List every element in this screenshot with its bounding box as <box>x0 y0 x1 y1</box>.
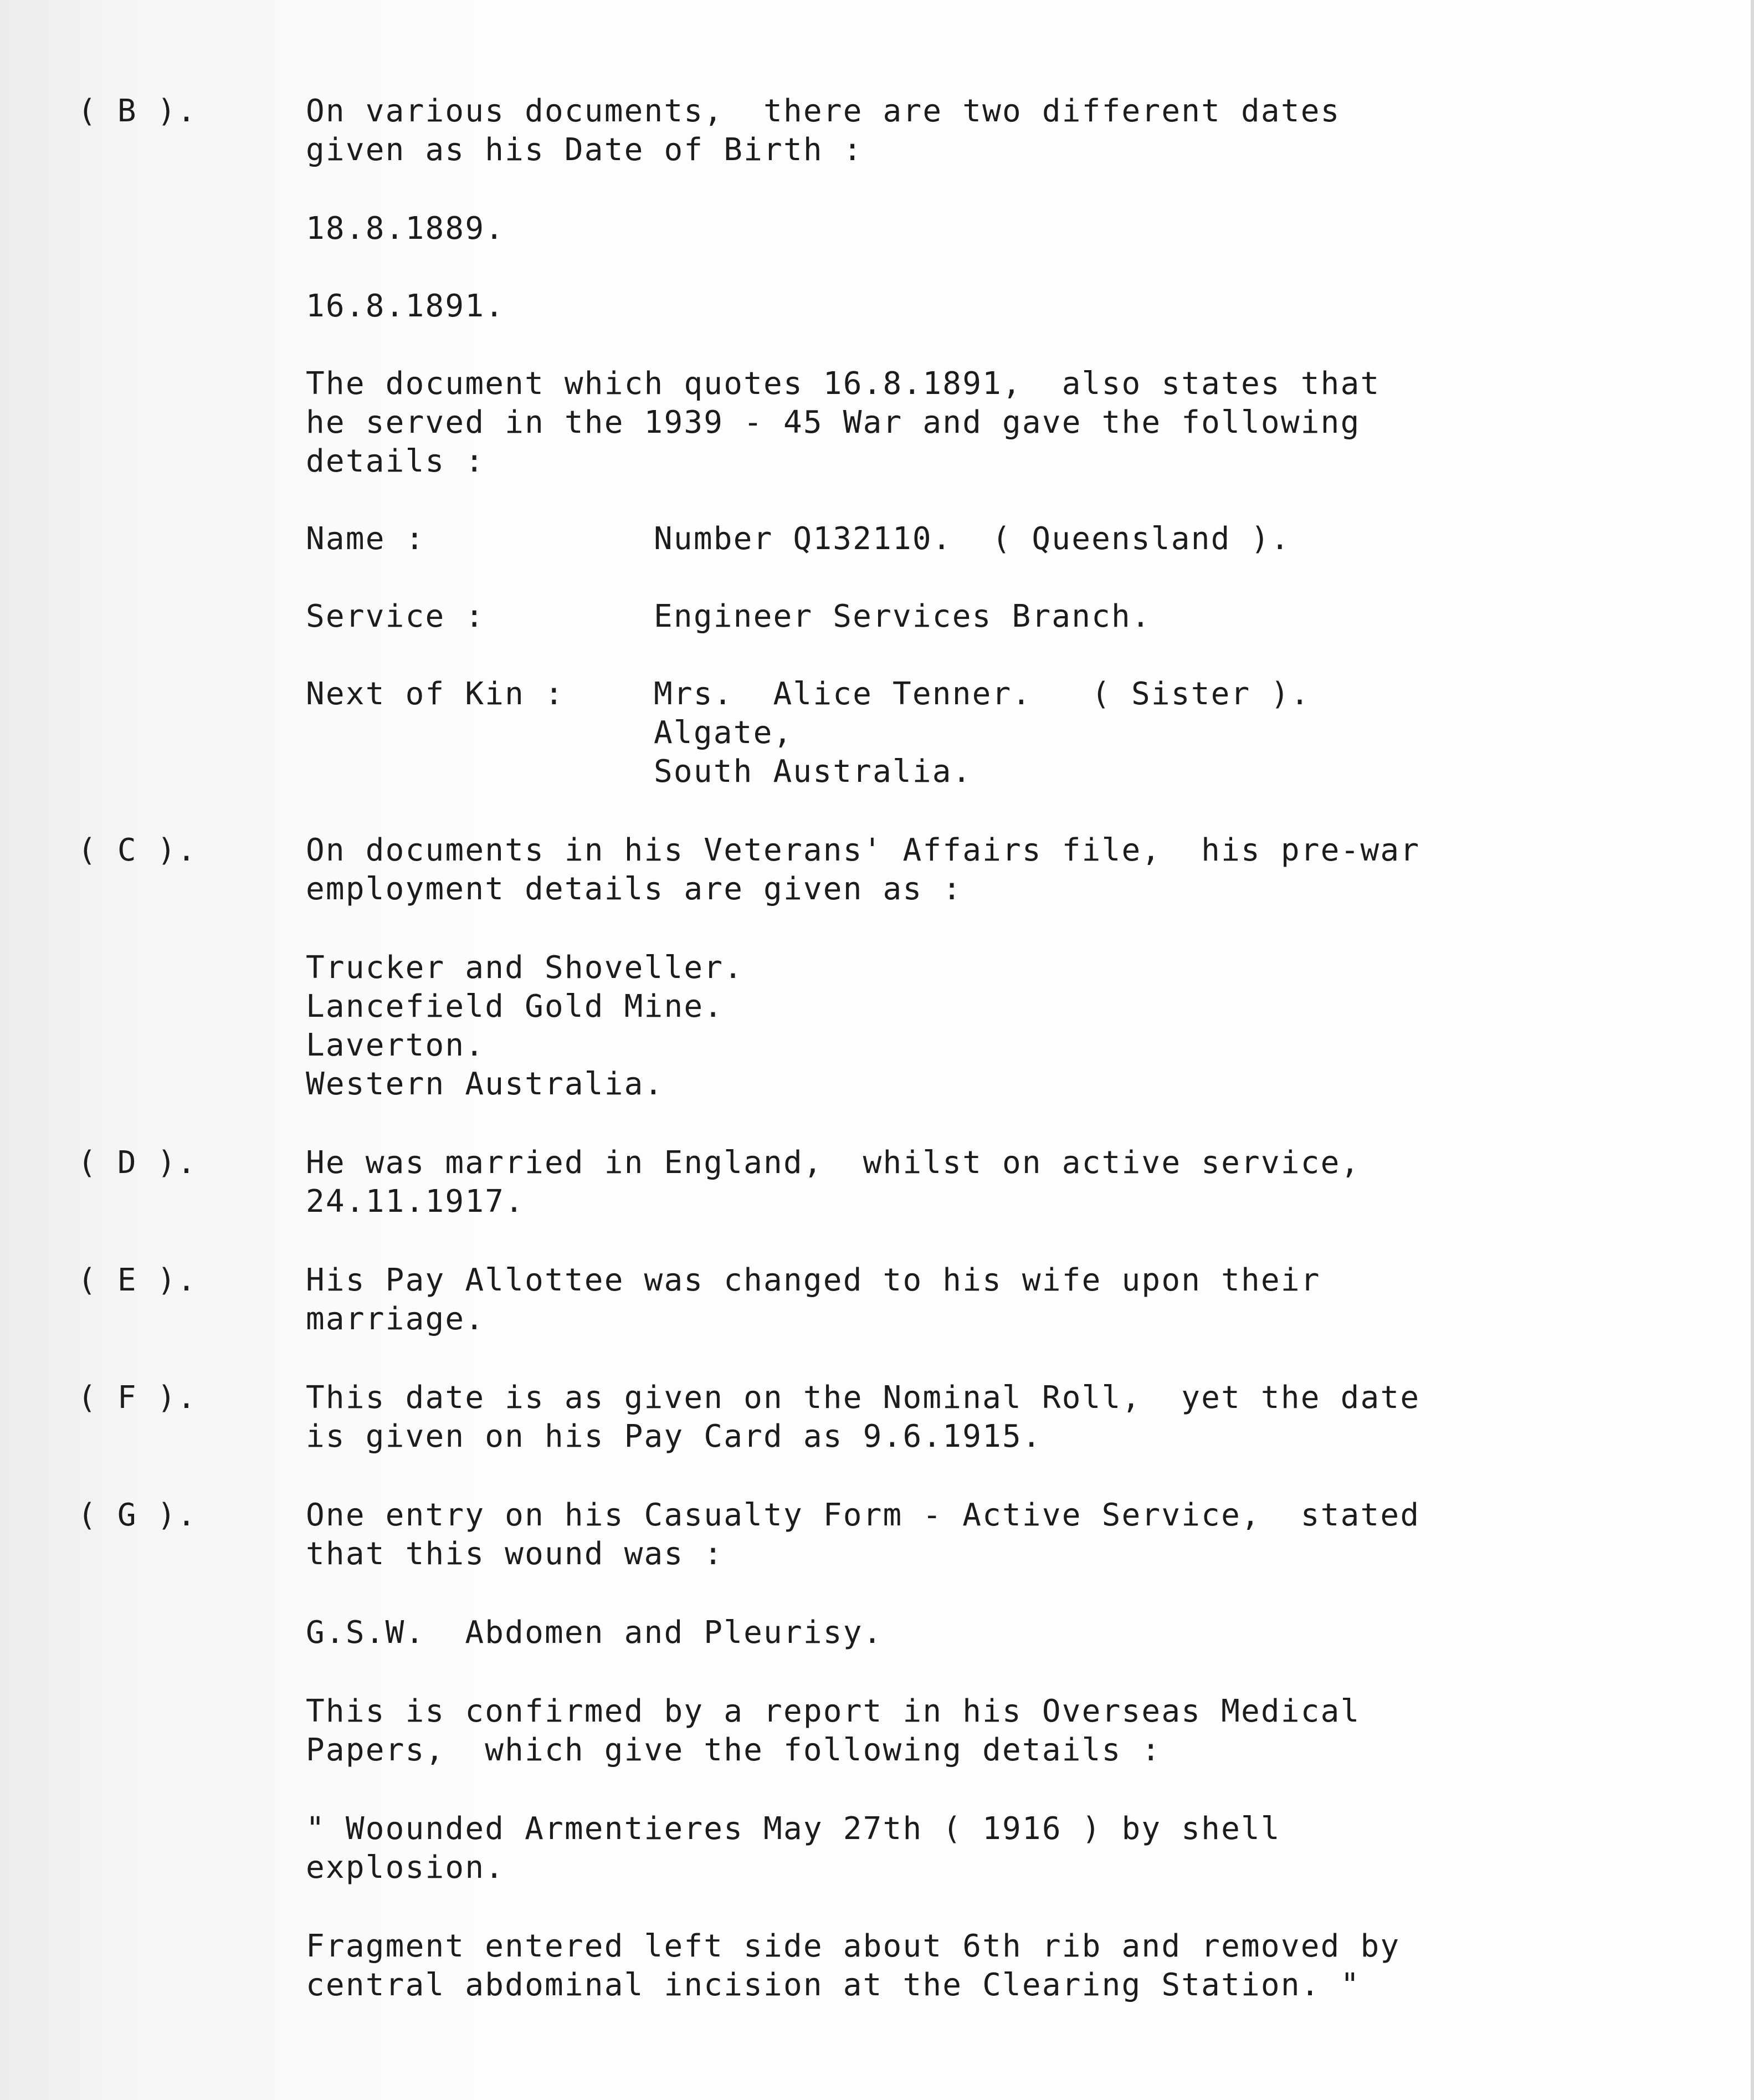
marker-d: ( D ). <box>78 1145 197 1181</box>
g-confirm-line-2: Papers, which give the following details : <box>306 1732 1162 1768</box>
b-date-2: 16.8.1891. <box>306 288 505 324</box>
next-of-kin-label: Next of Kin : <box>306 676 565 712</box>
service-label: Service : <box>306 598 485 634</box>
name-value: Number Q132110. ( Queensland ). <box>654 521 1291 557</box>
d-line-1: He was married in England, whilst on active service, <box>306 1145 1361 1181</box>
marker-b: ( B ). <box>78 93 197 129</box>
b-line-2: given as his Date of Birth : <box>306 132 863 168</box>
c-line-2: employment details are given as : <box>306 871 963 907</box>
g-confirm-line-1: This is confirmed by a report in his Overseas Medical <box>306 1693 1361 1729</box>
f-line-1: This date is as given on the Nominal Roll, yet the date <box>306 1380 1420 1416</box>
g-line-1: One entry on his Casualty Form - Active Service, stated <box>306 1497 1420 1533</box>
next-of-kin-line-1: Mrs. Alice Tenner. ( Sister ). <box>654 676 1311 712</box>
g-line-2: that this wound was : <box>306 1536 724 1572</box>
marker-e: ( E ). <box>78 1262 197 1298</box>
page-edge-shadow <box>1751 0 1754 2100</box>
b-line-1: On various documents, there are two different dates <box>306 93 1341 129</box>
g-wound: G.S.W. Abdomen and Pleurisy. <box>306 1615 883 1651</box>
g-quote-1-line-2: explosion. <box>306 1850 505 1886</box>
c-employment-1: Trucker and Shoveller. <box>306 950 744 986</box>
c-employment-4: Western Australia. <box>306 1066 664 1102</box>
d-line-2: 24.11.1917. <box>306 1184 525 1220</box>
next-of-kin-line-3: South Australia. <box>654 754 972 790</box>
f-line-2: is given on his Pay Card as 9.6.1915. <box>306 1418 1042 1454</box>
c-line-1: On documents in his Veterans' Affairs file, his pre-war <box>306 832 1420 868</box>
marker-c: ( C ). <box>78 832 197 868</box>
marker-g: ( G ). <box>78 1497 197 1533</box>
c-employment-2: Lancefield Gold Mine. <box>306 988 724 1025</box>
name-label: Name : <box>306 521 425 557</box>
e-line-1: His Pay Allottee was changed to his wife upon their <box>306 1262 1321 1298</box>
e-line-2: marriage. <box>306 1301 485 1337</box>
c-employment-3: Laverton. <box>306 1027 485 1063</box>
next-of-kin-line-2: Algate, <box>654 715 793 751</box>
g-quote-1-line-1: " Woounded Armentieres May 27th ( 1916 ) by shell <box>306 1811 1281 1847</box>
g-quote-2-line-2: central abdominal incision at the Clearing Station. " <box>306 1967 1361 2003</box>
b-para-line-3: details : <box>306 443 485 479</box>
b-para-line-1: The document which quotes 16.8.1891, also states that <box>306 366 1381 402</box>
b-date-1: 18.8.1889. <box>306 211 505 247</box>
g-quote-2-line-1: Fragment entered left side about 6th rib and removed by <box>306 1928 1401 1964</box>
service-value: Engineer Services Branch. <box>654 598 1151 634</box>
marker-f: ( F ). <box>78 1380 197 1416</box>
b-para-line-2: he served in the 1939 - 45 War and gave the following <box>306 404 1361 441</box>
